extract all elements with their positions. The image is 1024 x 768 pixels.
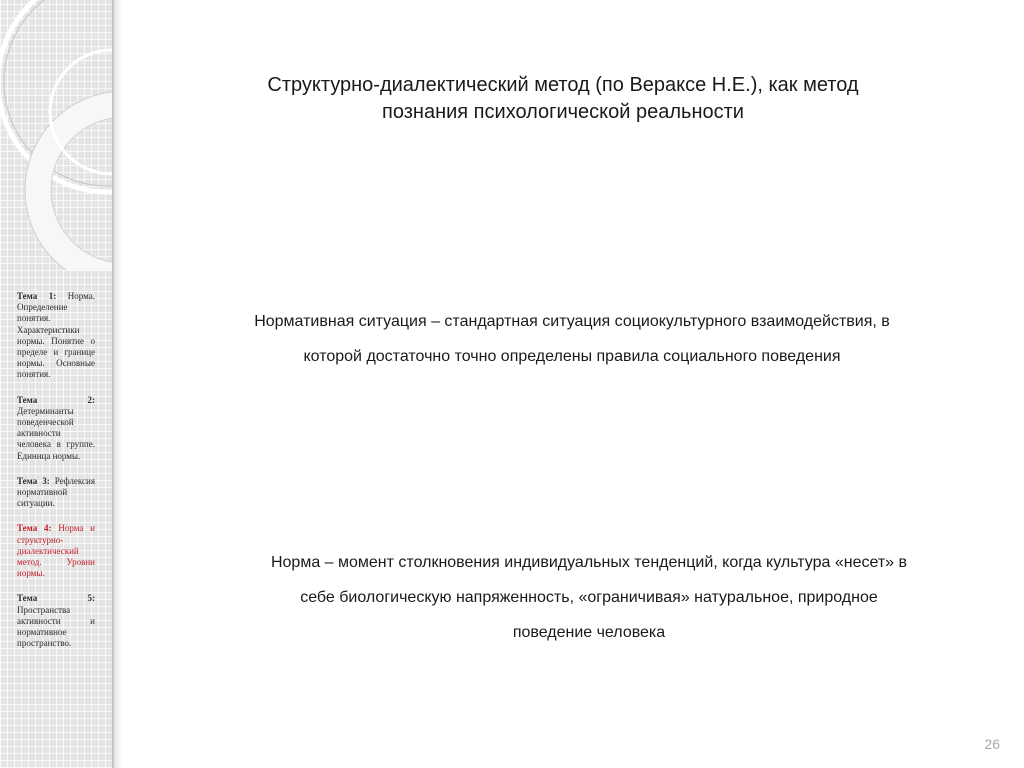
topic-3-label: Тема 3: — [17, 475, 50, 486]
definition-normative-situation: Нормативная ситуация – стандартная ситуация социокультурного взаимодействия, в которой достаточно точно определены правила социального поведения — [254, 313, 890, 365]
topic-item-1[interactable] — [17, 291, 95, 381]
topic-item-5[interactable] — [17, 593, 95, 649]
decorative-circles-graphic — [0, 0, 112, 270]
page-number: 26 — [984, 736, 1000, 752]
topic-item-3[interactable] — [17, 476, 95, 510]
topic-4-text: Норма и структурно-диалектический метод. Уровни нормы. — [17, 523, 95, 579]
topic-3-text: Рефлексия нормативной ситуации. — [17, 475, 95, 509]
topic-item-4-active[interactable] — [17, 523, 95, 579]
topic-5-label: Тема 5: — [17, 593, 95, 604]
topic-2-text: Детерминанты поведенческой активности человека в группе. Единица нормы. — [17, 405, 95, 461]
topic-1-text: Норма. Определение понятия. Характеристики нормы. Понятие о пределе и границе нормы. Основные понятия. — [17, 291, 95, 380]
definition-norm: Норма – момент столкновения индивидуальных тенденций, когда культура «несет» в себе биологическую напряженность, «ограничивая» натуральное, природное поведение человека — [270, 554, 908, 641]
topic-2-label: Тема 2: — [17, 394, 95, 405]
topic-5-text: Пространства активности и нормативное пространство. — [17, 604, 95, 649]
topic-1-label: Тема 1: — [17, 291, 57, 301]
sidebar-shadow — [116, 0, 122, 768]
topic-4-label: Тема 4: — [17, 523, 52, 534]
topics-list — [17, 291, 95, 663]
sidebar-panel — [0, 0, 112, 768]
topic-item-2[interactable] — [17, 395, 95, 462]
slide-title: Структурно-диалектический метод (по Вераксе Н.Е.), как метод познания психологической реальности — [267, 74, 859, 123]
